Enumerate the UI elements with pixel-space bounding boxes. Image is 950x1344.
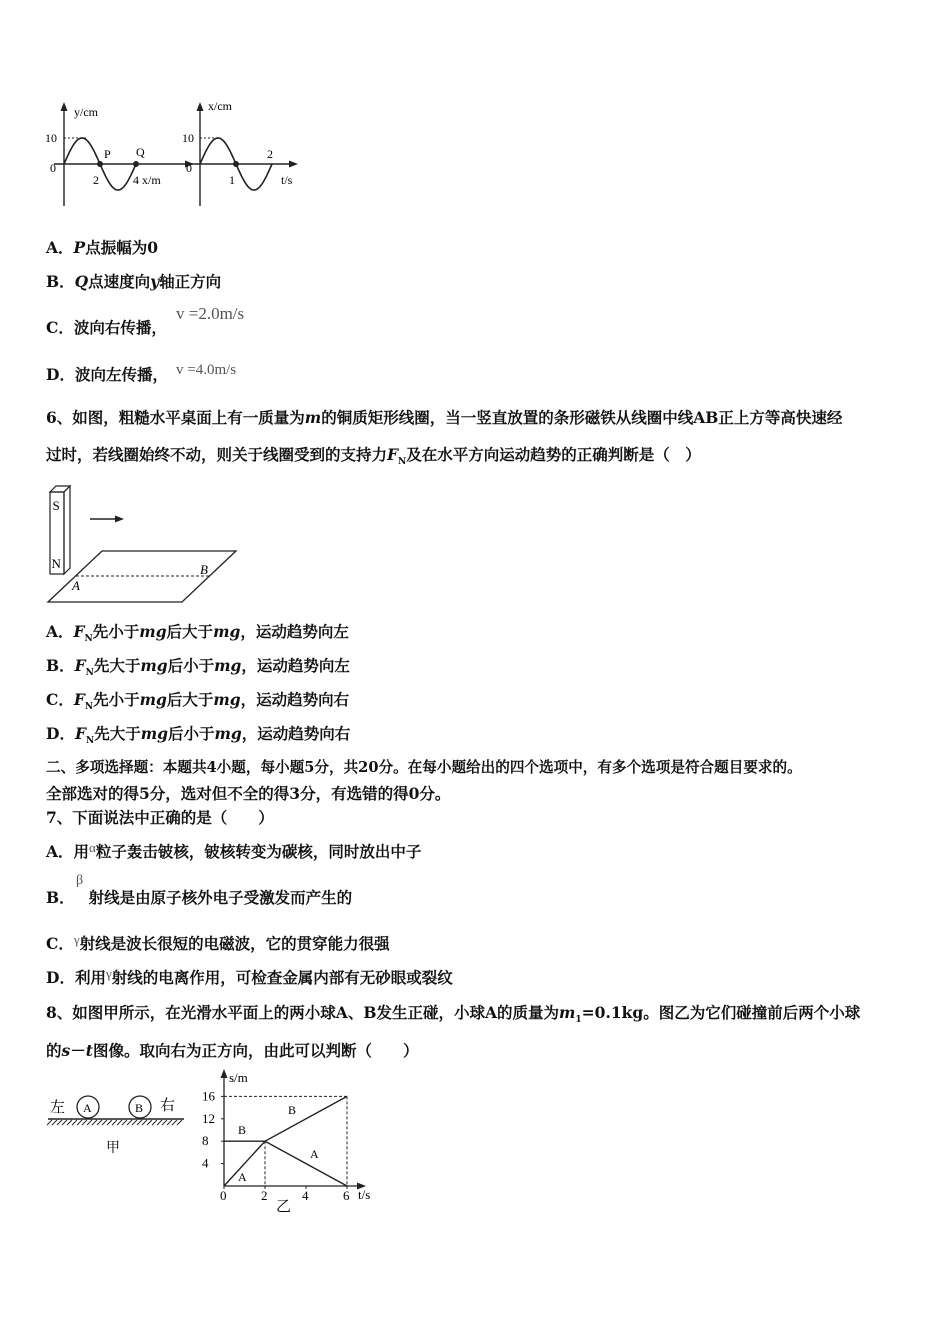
hatch-mark: [152, 1120, 157, 1125]
st-xlabel: t/s: [358, 1187, 371, 1202]
hatch-mark: [97, 1120, 102, 1125]
st-xtick-label: 2: [261, 1188, 268, 1203]
right-t1: 1: [229, 173, 235, 187]
st-ylabel: s/m: [229, 1070, 248, 1085]
hatch-mark: [147, 1120, 152, 1125]
q6-option-a: A．$F_N$先小于mg后大于mg，运动趋势向左: [46, 622, 349, 645]
q7-stem: 7、下面说法中正确的是（ ）: [46, 808, 274, 827]
left-q: Q: [136, 145, 145, 159]
left-p: P: [104, 147, 111, 161]
hatch-mark: [57, 1120, 62, 1125]
label-b-after: B: [288, 1103, 297, 1117]
right-t2: 2: [267, 147, 273, 161]
hatch-mark: [52, 1120, 57, 1125]
hatch-mark: [142, 1120, 147, 1125]
arrow-right-icon: [115, 516, 124, 523]
q8-stem-line2: 的s－t图像。取向右为正方向，由此可以判断（ ）: [46, 1041, 419, 1060]
point-p-dot: [97, 161, 103, 167]
right-label: 右: [160, 1098, 176, 1114]
left-ylabel: y/cm: [74, 105, 98, 119]
st-y-arrow: [221, 1069, 228, 1078]
hatch-mark: [172, 1120, 177, 1125]
left-xlabel: x/m: [142, 173, 161, 187]
st-ytick-label: 4: [202, 1155, 209, 1171]
q5-wave-figures: [40, 94, 310, 214]
t1-dot: [233, 161, 239, 167]
fig-yi-caption: 乙: [276, 1199, 292, 1215]
hatch-mark: [137, 1120, 142, 1125]
hatch-mark: [162, 1120, 167, 1125]
q8-st-chart: [196, 1066, 396, 1216]
section2-line2: 全部选对的得5分，选对但不全的得3分，有选错的得0分。: [46, 784, 451, 803]
right-ylabel: x/cm: [208, 99, 232, 113]
right-zero: 0: [186, 161, 192, 175]
right-tlabel: t/s: [281, 173, 293, 187]
magnet-s-label: S: [52, 498, 60, 513]
q7-option-c: C．$^\gamma$射线是波长很短的电磁波，它的贯穿能力很强: [46, 932, 390, 953]
hatch-mark: [87, 1120, 92, 1125]
hatch-mark: [112, 1120, 117, 1125]
hatch-mark: [132, 1120, 137, 1125]
wave-graph-right: [182, 99, 298, 206]
left-amp: 10: [45, 131, 57, 145]
hatch-mark: [82, 1120, 87, 1125]
hatch-mark: [107, 1120, 112, 1125]
q6-option-d: D．$F_N$先大于mg后小于mg，运动趋势向右: [46, 724, 351, 747]
q5-option-d: D．波向左传播，: [46, 365, 168, 384]
hatch-mark: [122, 1120, 127, 1125]
bar-magnet: [50, 486, 70, 574]
st-ytick-label: 12: [202, 1110, 215, 1126]
point-q-dot: [133, 161, 139, 167]
st-xtick-label: 6: [343, 1188, 350, 1203]
st-ytick-label: 16: [202, 1088, 215, 1104]
left-x2: 2: [93, 173, 99, 187]
st-xtick-label: 0: [220, 1188, 227, 1203]
q5-option-c: C．波向右传播，: [46, 318, 167, 337]
q5-formula-c: v =2.0m/s: [176, 304, 245, 323]
q6-option-c: C．$F_N$先小于mg后大于mg，运动趋势向右: [46, 690, 350, 713]
ball-b-label: B: [135, 1101, 144, 1115]
hatch-mark: [167, 1120, 172, 1125]
st-ytick-label: 8: [202, 1133, 209, 1149]
q6-stem-line1: 6、如图，粗糙水平桌面上有一质量为m的铜质矩形线圈，当一竖直放置的条形磁铁从线圈中线AB正上方等高快速经: [46, 408, 843, 427]
q7-option-a: A．用$^\alpha$粒子轰击铍核，铍核转变为碳核，同时放出中子: [46, 840, 422, 861]
left-x4: 4: [133, 173, 139, 187]
coil-a-label: A: [72, 578, 80, 593]
q6-option-b: B．$F_N$先大于mg后小于mg，运动趋势向左: [46, 656, 350, 679]
st-xtick-label: 4: [302, 1188, 309, 1203]
hatch-mark: [67, 1120, 72, 1125]
section2-line1: 二、多项选择题：本题共4小题，每小题5分，共20分。在每小题给出的四个选项中，有多个选项是符合题目要求的。: [46, 759, 802, 776]
ground-hatching: [47, 1120, 182, 1125]
hatch-mark: [157, 1120, 162, 1125]
q5-formula-d: v =4.0m/s: [176, 362, 237, 378]
q8-stem-line1: 8、如图甲所示，在光滑水平面上的两小球A、B发生正碰，小球A的质量为$m_1=0.1kg$。图乙为它们碰撞前后两个小球: [46, 1003, 861, 1026]
q5-option-a: A．P点振幅为0: [46, 238, 158, 257]
hatch-mark: [77, 1120, 82, 1125]
label-b-before: B: [238, 1123, 247, 1137]
right-amp: 10: [182, 131, 194, 145]
hatch-mark: [127, 1120, 132, 1125]
hatch-mark: [72, 1120, 77, 1125]
hatch-mark: [102, 1120, 107, 1125]
hatch-mark: [117, 1120, 122, 1125]
hatch-mark: [177, 1120, 182, 1125]
wave-graph-left: [45, 102, 194, 206]
hatch-mark: [62, 1120, 67, 1125]
magnet-n-label: N: [51, 556, 61, 571]
q7-option-b: B． 射线是由原子核外电子受激发而产生的: [46, 888, 353, 907]
q6-magnet-coil-figure: [44, 482, 244, 608]
left-label: 左: [50, 1100, 66, 1116]
label-a-after: A: [310, 1147, 319, 1161]
hatch-mark: [92, 1120, 97, 1125]
label-a-before: A: [238, 1170, 247, 1184]
ball-a-label: A: [83, 1101, 92, 1115]
left-zero: 0: [50, 161, 56, 175]
q8-collision-figure: [44, 1090, 189, 1160]
q7-option-d: D．利用$^\gamma$射线的电离作用，可检查金属内部有无砂眼或裂纹: [46, 966, 453, 987]
q5-option-b: B．Q点速度向y轴正方向: [46, 272, 222, 291]
hatch-mark: [47, 1120, 52, 1125]
q7-beta-symbol: β: [76, 873, 84, 888]
coil-b-label: B: [200, 562, 208, 577]
q6-stem-line2: 过时，若线圈始终不动，则关于线圈受到的支持力$F_N$及在水平方向运动趋势的正确判断是（ ）: [46, 445, 701, 468]
fig-jia-caption: 甲: [106, 1141, 120, 1156]
